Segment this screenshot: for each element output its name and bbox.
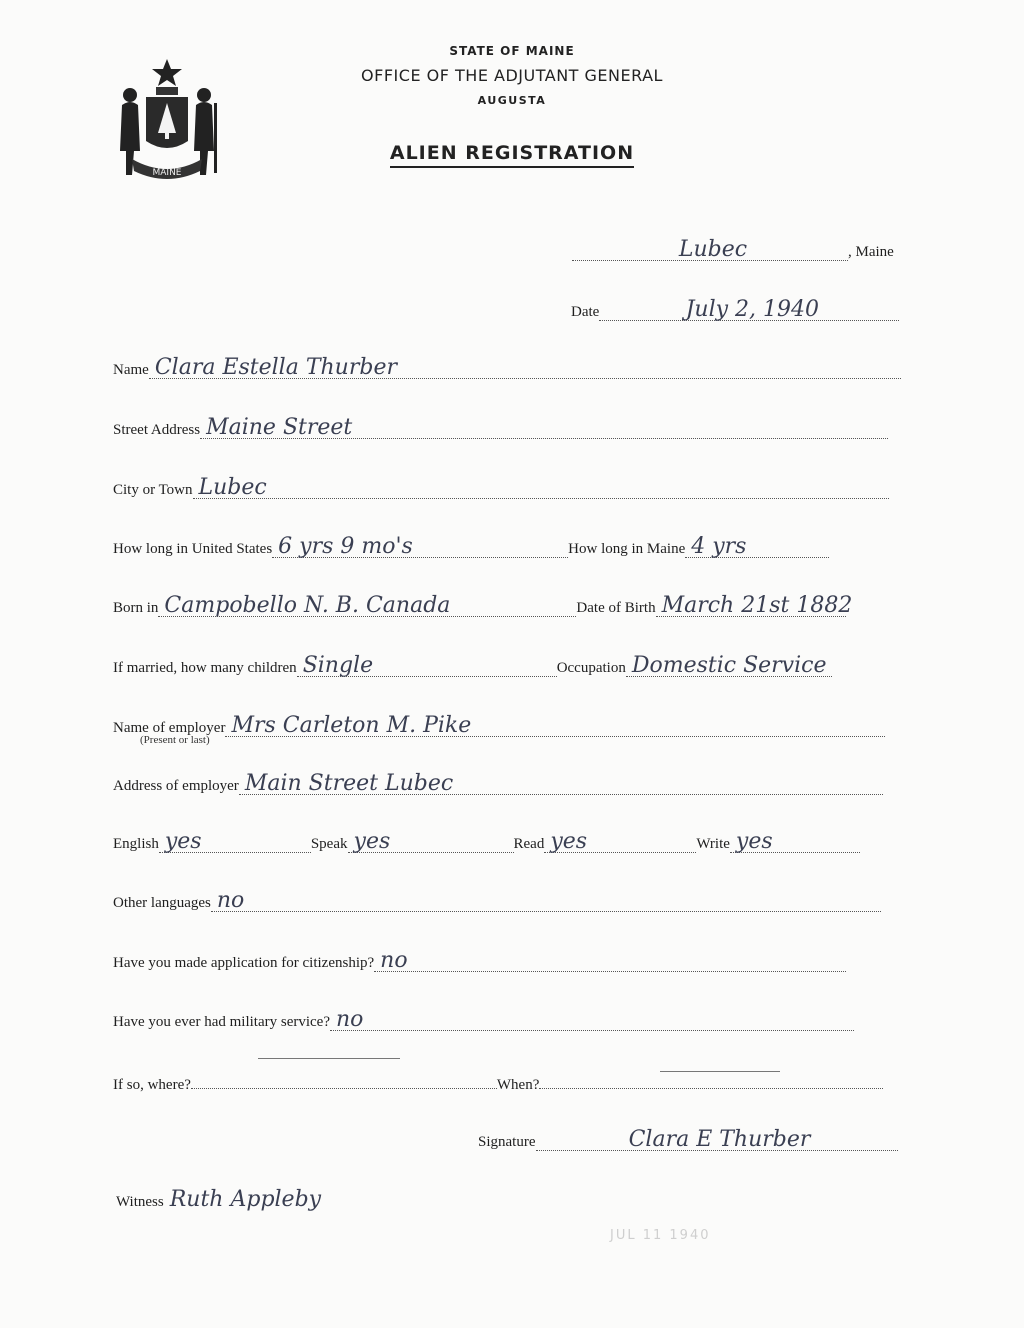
born-field[interactable]: Campobello N. B. Canada xyxy=(158,596,576,617)
place-row xyxy=(572,237,894,262)
employer-address-row xyxy=(113,771,883,796)
name-label: Name xyxy=(113,362,149,378)
occupation-label: Occupation xyxy=(556,660,626,676)
where-dash xyxy=(258,1058,400,1059)
citizenship-field[interactable]: no xyxy=(374,951,846,972)
military-label: Have you ever had military service? xyxy=(113,1014,330,1030)
write-label: Write xyxy=(696,836,730,852)
maine-time-label: How long in Maine xyxy=(568,541,686,557)
street-label: Street Address xyxy=(113,422,201,438)
when-field[interactable] xyxy=(539,1070,883,1089)
residence-row xyxy=(113,534,829,559)
language-row xyxy=(113,829,860,854)
place-field[interactable]: Lubec xyxy=(572,240,848,261)
family-row xyxy=(113,653,832,678)
employer-label: Name of employer xyxy=(113,720,226,736)
employer-address-label: Address of employer xyxy=(113,778,239,794)
office-heading: OFFICE OF THE ADJUTANT GENERAL xyxy=(361,66,663,85)
state-seal-icon xyxy=(108,55,226,185)
place-suffix: , Maine xyxy=(848,244,894,260)
form-title: ALIEN REGISTRATION xyxy=(0,142,1024,164)
witness-row xyxy=(116,1187,500,1212)
citizenship-row xyxy=(113,948,846,973)
military-field[interactable]: no xyxy=(330,1010,854,1031)
read-field[interactable]: yes xyxy=(544,832,696,853)
where-field[interactable] xyxy=(191,1070,497,1089)
where-label: If so, where? xyxy=(113,1077,191,1093)
read-label: Read xyxy=(513,836,545,852)
date-row xyxy=(571,297,899,322)
employer-field[interactable]: Mrs Carleton M. Pike xyxy=(225,716,885,737)
when-dash xyxy=(660,1071,780,1072)
speak-label: Speak xyxy=(310,836,348,852)
us-time-label: How long in United States xyxy=(113,541,273,557)
city-heading: AUGUSTA xyxy=(477,94,547,107)
speak-field[interactable]: yes xyxy=(348,832,514,853)
witness-field[interactable]: Ruth Appleby xyxy=(169,1187,322,1212)
when-label: When? xyxy=(496,1077,540,1093)
occupation-field[interactable]: Domestic Service xyxy=(626,656,832,677)
other-languages-label: Other languages xyxy=(113,895,211,911)
received-stamp: JUL 11 1940 xyxy=(610,1228,711,1243)
english-field[interactable]: yes xyxy=(159,832,311,853)
citizenship-label: Have you made application for citizenship? xyxy=(113,955,375,971)
witness-label: Witness xyxy=(116,1194,164,1210)
signature-label: Signature xyxy=(478,1134,536,1150)
english-label: English xyxy=(113,836,159,852)
date-field[interactable]: July 2, 1940 xyxy=(599,300,899,321)
name-row xyxy=(113,355,901,380)
employer-address-field[interactable]: Main Street Lubec xyxy=(239,774,883,795)
maine-time-field[interactable]: 4 yrs xyxy=(685,537,829,558)
svg-text:MAINE: MAINE xyxy=(152,168,182,178)
town-field[interactable]: Lubec xyxy=(193,478,889,499)
street-field[interactable]: Maine Street xyxy=(200,418,888,439)
signature-field[interactable]: Clara E Thurber xyxy=(536,1130,898,1151)
children-field[interactable]: Single xyxy=(297,656,557,677)
born-label: Born in xyxy=(113,600,159,616)
us-time-field[interactable]: 6 yrs 9 mo's xyxy=(272,537,568,558)
dob-label: Date of Birth xyxy=(576,600,656,616)
dob-field[interactable]: March 21st 1882 xyxy=(656,596,846,617)
birth-row xyxy=(113,593,853,618)
town-label: City or Town xyxy=(113,482,193,498)
service-details-row xyxy=(113,1070,883,1094)
town-row xyxy=(113,475,889,500)
employer-row xyxy=(113,713,885,738)
signature-row xyxy=(478,1127,898,1152)
date-label: Date xyxy=(571,304,600,320)
write-field[interactable]: yes xyxy=(730,832,860,853)
street-row xyxy=(113,415,888,440)
other-languages-field[interactable]: no xyxy=(211,891,881,912)
name-field[interactable]: Clara Estella Thurber xyxy=(149,358,901,379)
children-label: If married, how many children xyxy=(113,660,297,676)
other-languages-row xyxy=(113,888,881,913)
military-row xyxy=(113,1007,854,1032)
state-heading: STATE OF MAINE xyxy=(449,44,575,58)
employer-sublabel: (Present or last) xyxy=(140,734,210,746)
